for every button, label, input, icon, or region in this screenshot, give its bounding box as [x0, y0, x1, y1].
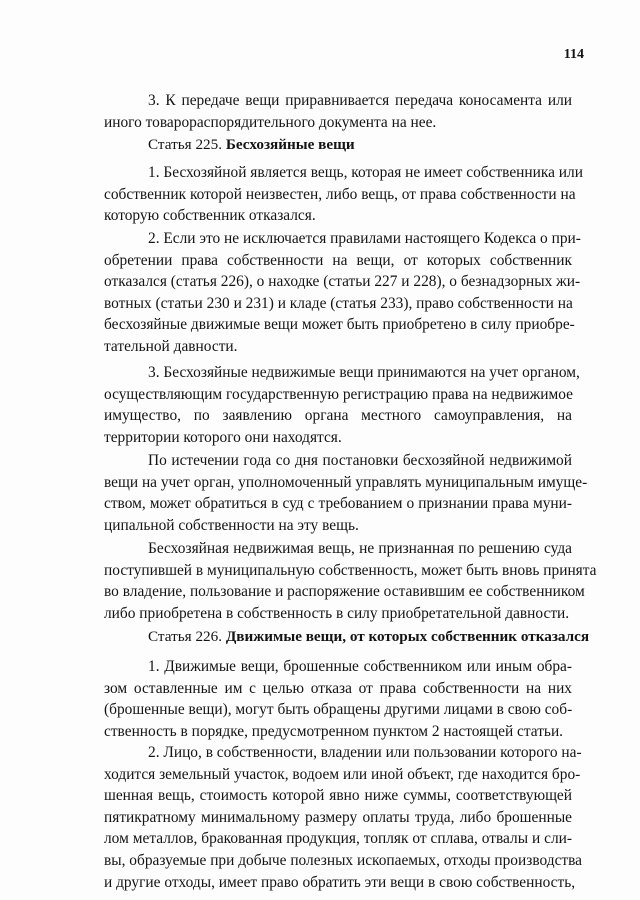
text-line: Бесхозяйная недвижимая вещь, не признанная по решению суда: [148, 540, 572, 557]
text-line: территории которого они находятся.: [104, 428, 342, 446]
text-line: вы, образуемые при добыче полезных ископаемых, отходы производства: [104, 851, 583, 869]
text-line: вотных (статьи 230 и 231) и кладе (статья 233), право собственности на: [104, 294, 573, 312]
text-line: тательной давности.: [104, 337, 238, 355]
text-line: и другие отходы, имеет право обратить эти вещи в свою собственность,: [104, 873, 576, 891]
text-line: 3. К передаче вещи приравнивается передача коносамента или: [148, 92, 572, 109]
text-line: либо приобретена в собственность в силу приобретательной давности.: [104, 604, 570, 622]
article-title: Бесхозяйные вещи: [225, 136, 355, 153]
text-line: иного товарораспорядительного документа на нее.: [104, 113, 437, 131]
text-line: 2. Лицо, в собственности, владении или пользовании которого на-: [148, 744, 582, 761]
paragraph-226-1: [104, 656, 572, 742]
paragraph-225-1: [104, 162, 583, 227]
article-title: Движимые вещи, от которых собственник отказался: [225, 628, 590, 645]
text-line: во владение, пользование и распоряжение оставившим ее собственником: [104, 583, 585, 601]
text-line: ципальной собственности на эту вещь.: [104, 516, 359, 534]
paragraph-225-3: [104, 362, 580, 448]
text-line: собственник которой неизвестен, либо вещь, от права собственности на: [104, 185, 576, 203]
text-line: По истечении года со дня постановки бесхозяйной недвижимой: [148, 452, 572, 469]
text-line: 1. Движимые вещи, брошенные собственником или иным обра-: [148, 658, 572, 675]
text-line: пятикратному минимальному размеру оплаты труда, либо брошенные: [104, 808, 572, 826]
text-line: ственность в порядке, предусмотренном пунктом 2 настоящей статьи.: [104, 722, 564, 740]
text-line: 3. Бесхозяйные недвижимые вещи принимаются на учет органом,: [148, 364, 580, 381]
article-number: Статья 225.: [148, 136, 226, 153]
text-line: имущество, по заявлению органа местного самоуправления, на: [104, 407, 572, 425]
article-226-heading: [148, 626, 589, 648]
text-line: 1. Бесхозяйной является вещь, которая не имеет собственника или: [148, 164, 583, 181]
text-line: шенная вещь, стоимость которой явно ниже суммы, соответствующей: [104, 787, 572, 805]
text-line: ходится земельный участок, водоем или иной объект, где находится бро-: [104, 765, 581, 783]
paragraph-226-2: [104, 742, 583, 893]
page-number: 114: [563, 47, 584, 62]
text-line: лом металлов, бракованная продукция, топляк от сплава, отвалы и сли-: [104, 830, 572, 848]
paragraph-225-unrecognized: [104, 538, 597, 624]
text-line: отказался (статья 226), о находке (статьи 227 и 228), о безнадзорных жи-: [104, 273, 581, 291]
article-number: Статья 226.: [148, 628, 226, 645]
text-line: 2. Если это не исключается правилами настоящего Кодекса о при-: [148, 230, 581, 247]
text-line: осуществляющим государственную регистрацию права на недвижимое: [104, 385, 573, 403]
article-225-heading: [148, 134, 355, 156]
paragraph-transfer-documents: [104, 90, 572, 133]
text-line: вещи на учет орган, уполномоченный управлять муниципальным имуще-: [104, 473, 588, 491]
text-line: которую собственник отказался.: [104, 207, 316, 225]
text-line: обретении права собственности на вещи, от которых собственник: [104, 251, 572, 269]
paragraph-225-expiry: [104, 450, 588, 536]
text-line: (брошенные вещи), могут быть обращены другими лицами в свою соб-: [104, 701, 573, 719]
paragraph-225-2: [104, 228, 581, 358]
text-line: бесхозяйные движимые вещи может быть приобретено в силу приобре-: [104, 316, 575, 334]
text-line: ством, может обратиться в суд с требованием о признании права муни-: [104, 495, 572, 513]
text-line: зом оставленные им с целью отказа от права собственности на них: [104, 679, 572, 697]
text-line: поступившей в муниципальную собственность, может быть вновь принята: [104, 561, 597, 579]
